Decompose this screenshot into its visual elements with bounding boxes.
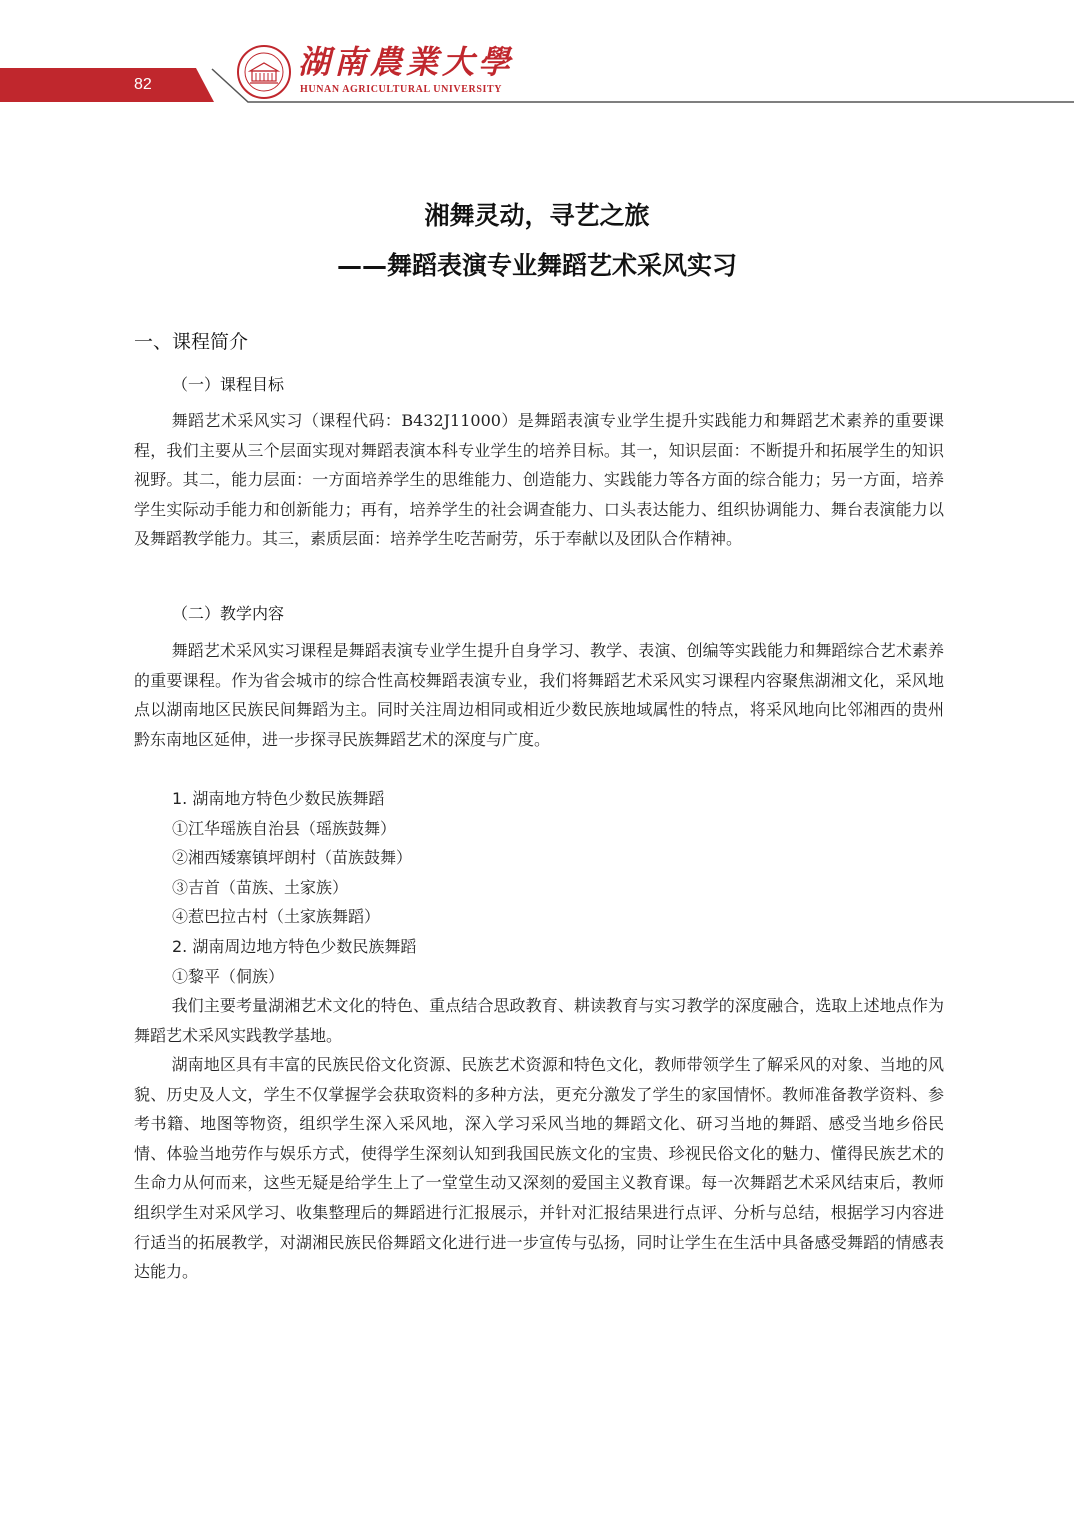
list-item [172, 784, 416, 814]
list-item [172, 902, 416, 932]
list-item-text: ①江华瑶族自治县（瑶族鼓舞） [172, 818, 397, 838]
content-paragraph-1: 舞蹈艺术采风实习课程是舞蹈表演专业学生提升自身学习、教学、表演、创编等实践能力和舞蹈综合艺术素养的重要课程。作为省会城市的综合性高校舞蹈表演专业，我们将舞蹈艺术采风实习课程内容聚焦湖湘文化，采风地点以湖南地区民族民间舞蹈为主。同时关注周边相同或相近少数民族地域属性的特点，将采风地向比邻湘西的贵州黔东南地区延伸，进一步探寻民族舞蹈艺术的深度与广度。 [134, 641, 944, 749]
content-paragraph-2: 我们主要考量湖湘艺术文化的特色、重点结合思政教育、耕读教育与实习教学的深度融合，选取上述地点作为舞蹈艺术采风实践教学基地。 [134, 996, 944, 1045]
university-logo-english: HUNAN AGRICULTURAL UNIVERSITY [300, 84, 503, 95]
header-graphics [0, 0, 1074, 110]
list-item [172, 962, 416, 992]
subsection-heading-goals: （一）课程目标 [172, 375, 285, 394]
list-item [172, 932, 416, 962]
page-number-tab [0, 68, 214, 102]
list-item-text: ④惹巴拉古村（土家族舞蹈） [172, 907, 381, 927]
list-item [172, 873, 416, 903]
university-logo-chinese: 湖南農業大學 [298, 43, 515, 81]
location-list [172, 784, 416, 991]
article-subtitle: ——舞蹈表演专业舞蹈艺术采风实习 [336, 251, 737, 280]
list-item-text: ②湘西矮寨镇坪朗村（苗族鼓舞） [172, 848, 413, 868]
list-item-text: 湖南周边地方特色少数民族舞蹈 [192, 936, 417, 956]
page-number: 82 [134, 76, 152, 93]
university-seal-icon [236, 44, 292, 100]
list-item-text: ①黎平（侗族） [172, 966, 285, 986]
list-item [172, 814, 416, 844]
section-heading: 一、课程简介 [134, 331, 249, 353]
page-header [0, 0, 1074, 110]
list-item-text: ③吉首（苗族、土家族） [172, 877, 349, 897]
list-item-number: 1. [172, 789, 188, 808]
subsection-heading-content: （二）教学内容 [172, 604, 285, 623]
article-title: 湘舞灵动，寻艺之旅 [424, 201, 650, 230]
list-item-text: 湖南地方特色少数民族舞蹈 [192, 789, 385, 808]
list-item-number: 2. [172, 936, 188, 956]
list-item [172, 843, 416, 873]
goals-paragraph: 舞蹈艺术采风实习（课程代码：B432J11000）是舞蹈表演专业学生提升实践能力和舞蹈艺术素养的重要课程，我们主要从三个层面实现对舞蹈表演本科专业学生的培养目标。其一，知识层面：不断提升和拓展学生的知识视野。其二，能力层面：一方面培养学生的思维能力、创造能力、实践能力等各方面的综合能力；另一方面，培养学生实际动手能力和创新能力；再有，培养学生的社会调查能力、口头表达能力、组织协调能力、舞台表演能力以及舞蹈教学能力。其三，素质层面：培养学生吃苦耐劳，乐于奉献以及团队合作精神。 [134, 411, 944, 549]
content-paragraph-3: 湖南地区具有丰富的民族民俗文化资源、民族艺术资源和特色文化，教师带领学生了解采风的对象、当地的风貌、历史及人文，学生不仅掌握学会获取资料的多种方法，更充分激发了学生的家国情怀。教师准备教学资料、参考书籍、地图等物资，组织学生深入采风地，深入学习采风当地的舞蹈文化、研习当地的舞蹈、感受当地乡俗民情、体验当地劳作与娱乐方式，使得学生深刻认知到我国民族文化的宝贵、珍视民俗文化的魅力、懂得民族艺术的生命力从何而来，这些无疑是给学生上了一堂堂生动又深刻的爱国主义教育课。每一次舞蹈艺术采风结束后，教师组织学生对采风学习、收集整理后的舞蹈进行汇报展示，并针对汇报结果进行点评、分析与总结，根据学习内容进行适当的拓展教学，对湖湘民族民俗舞蹈文化进行进一步宣传与弘扬，同时让学生在生活中具备感受舞蹈的情感表达能力。 [134, 1055, 944, 1282]
